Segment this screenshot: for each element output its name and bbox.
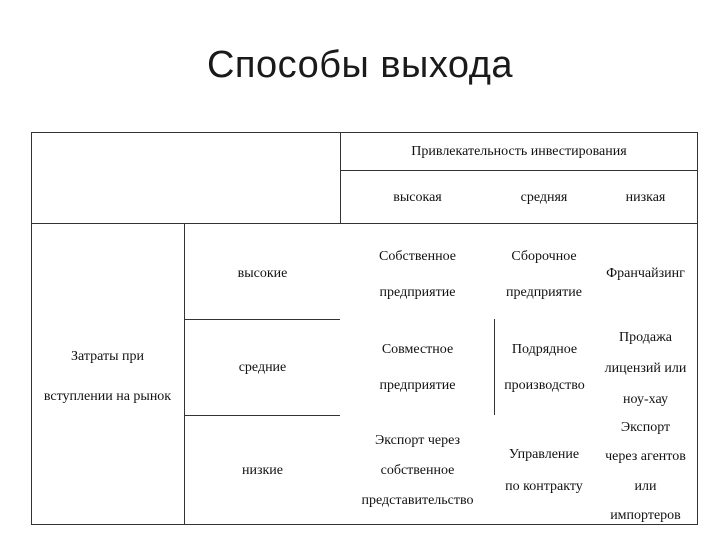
table-right-border bbox=[697, 132, 698, 525]
cell-management-contract: Управление по контракту bbox=[505, 447, 583, 494]
row-divider-2 bbox=[184, 415, 340, 416]
row-label-low: низкие bbox=[241, 463, 284, 478]
cell-own-enterprise: Собственное предприятие bbox=[379, 249, 456, 300]
cell-joint-venture: Совместное предприятие bbox=[379, 342, 456, 393]
table-left-border bbox=[31, 132, 32, 525]
cell-export-own-office: Экспорт через собственное представительство bbox=[361, 433, 474, 508]
cell-licensing: Продажа лицензий или ноу-хау bbox=[604, 330, 687, 407]
row-label-high: высокие bbox=[237, 266, 288, 281]
entry-costs-header: Затраты при вступлении на рынок bbox=[43, 349, 172, 404]
header-bottom-divider bbox=[31, 223, 698, 224]
slide-title: Способы выхода bbox=[206, 44, 514, 86]
cell-assembly-enterprise: Сборочное предприятие bbox=[506, 249, 582, 300]
row-label-medium: средние bbox=[238, 360, 287, 375]
cell-export-agents: Экспорт через агентов или импортеров bbox=[605, 420, 686, 523]
group-header-divider bbox=[340, 170, 698, 171]
table-top-border bbox=[31, 132, 698, 133]
column-header-low: низкая bbox=[625, 190, 666, 205]
row-divider-1 bbox=[184, 319, 340, 320]
table-bottom-border bbox=[31, 524, 698, 525]
investment-attractiveness-header: Привлекательность инвестирования bbox=[411, 144, 627, 159]
column-header-medium: средняя bbox=[520, 190, 568, 205]
cell-franchising: Франчайзинг bbox=[606, 266, 685, 281]
cell-contract-manufacturing: Подрядное производство bbox=[504, 342, 585, 393]
column-header-high: высокая bbox=[393, 190, 442, 205]
